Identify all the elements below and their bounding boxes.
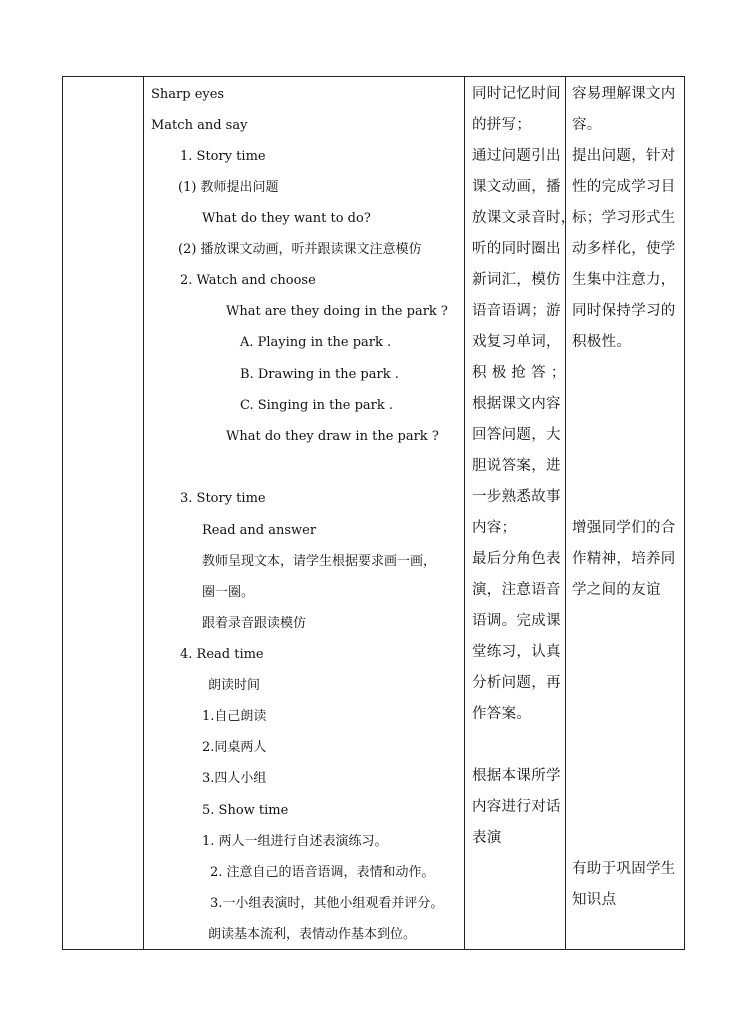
student-activity-line: 一步熟悉故事 bbox=[472, 489, 561, 505]
procedure-line: What do they want to do? bbox=[202, 211, 371, 226]
student-activity-line: 回答问题，大 bbox=[472, 427, 561, 443]
procedure-line: 3.一小组表演时，其他小组观看并评分。 bbox=[210, 896, 444, 911]
student-activity-line: 同时记忆时间 bbox=[472, 86, 561, 102]
stage-column-cell bbox=[63, 77, 144, 950]
student-activity-line: 根据课文内容 bbox=[472, 396, 561, 412]
student-activity-line: 语音语调；游 bbox=[472, 303, 561, 319]
student-activity-line: 内容进行对话 bbox=[472, 799, 561, 815]
procedure-line: A. Playing in the park . bbox=[240, 335, 392, 350]
student-activity-line: 语调。完成课 bbox=[472, 613, 561, 629]
procedure-line: 圈一圈。 bbox=[202, 585, 255, 600]
procedure-line: What do they draw in the park ? bbox=[226, 429, 439, 444]
procedure-line: Sharp eyes bbox=[151, 87, 225, 102]
procedure-line: 1. Story time bbox=[180, 149, 266, 164]
student-activity-line: 通过问题引出 bbox=[472, 148, 561, 164]
procedure-line: 5. Show time bbox=[202, 803, 289, 818]
design-intent-line: 生集中注意力， bbox=[572, 272, 676, 288]
teaching-procedure-cell bbox=[144, 77, 465, 950]
design-intent-line: 容。 bbox=[572, 117, 602, 133]
design-intent-line: 容易理解课文内 bbox=[572, 86, 676, 102]
student-activity-line: 胆说答案，进 bbox=[472, 458, 561, 474]
student-activity-line: 新词汇，模仿 bbox=[472, 272, 561, 288]
student-activity-line: 分析问题，再 bbox=[472, 675, 561, 691]
student-activity-line: 听的同时圈出 bbox=[472, 241, 561, 257]
procedure-line: 3. Story time bbox=[180, 491, 266, 506]
procedure-line: 3.四人小组 bbox=[202, 771, 267, 786]
design-intent-line: 增强同学们的合 bbox=[572, 520, 676, 536]
design-intent-line: 动多样化，使学 bbox=[572, 241, 676, 257]
teaching-procedure-text bbox=[144, 77, 464, 949]
lesson-plan-table bbox=[62, 76, 685, 950]
student-activity-line: 课文动画，播 bbox=[472, 179, 561, 195]
student-activity-line: 根据本课所学 bbox=[472, 768, 561, 784]
student-activity-line: 堂练习，认真 bbox=[472, 644, 561, 660]
procedure-line: 教师呈现文本，请学生根据要求画一画， bbox=[202, 554, 437, 569]
procedure-line: 跟着录音跟读模仿 bbox=[202, 616, 307, 631]
design-intent-line: 同时保持学习的 bbox=[572, 303, 676, 319]
design-intent-line: 作精神，培养同 bbox=[572, 551, 676, 567]
student-activity-text bbox=[465, 77, 576, 949]
student-activity-line: 放课文录音时， bbox=[472, 210, 576, 226]
design-intent-cell bbox=[566, 77, 685, 950]
design-intent-line: 有助于巩固学生 bbox=[572, 861, 676, 877]
student-activity-line: 演，注意语音 bbox=[472, 582, 561, 598]
procedure-line: 4. Read time bbox=[180, 647, 264, 662]
student-activity-line: 表演 bbox=[472, 830, 502, 846]
design-intent-text bbox=[566, 77, 684, 949]
student-activity-line: 内容； bbox=[472, 520, 517, 536]
student-activity-line: 积 极 抢 答 ； bbox=[472, 365, 566, 381]
design-intent-line: 标；学习形式生 bbox=[572, 210, 676, 226]
procedure-line: 2. Watch and choose bbox=[180, 273, 316, 288]
procedure-line: 朗读时间 bbox=[208, 678, 261, 693]
procedure-line: B. Drawing in the park . bbox=[240, 367, 399, 382]
procedure-line: 2. 注意自己的语音语调，表情和动作。 bbox=[210, 865, 435, 880]
procedure-line: 朗读基本流利，表情动作基本到位。 bbox=[208, 927, 417, 942]
design-intent-line: 提出问题，针对 bbox=[572, 148, 676, 164]
procedure-line: (1) 教师提出问题 bbox=[178, 180, 279, 195]
design-intent-line: 学之间的友谊 bbox=[572, 582, 661, 598]
design-intent-line: 性的完成学习目 bbox=[572, 179, 676, 195]
design-intent-line: 知识点 bbox=[572, 892, 617, 908]
procedure-line: What are they doing in the park ? bbox=[226, 304, 448, 319]
student-activity-cell bbox=[465, 77, 576, 950]
procedure-line: 1. 两人一组进行自述表演练习。 bbox=[202, 834, 388, 849]
procedure-line: 2.同桌两人 bbox=[202, 740, 267, 755]
procedure-line: C. Singing in the park . bbox=[240, 398, 394, 413]
procedure-line: Match and say bbox=[151, 118, 248, 133]
student-activity-line: 的拼写； bbox=[472, 117, 532, 133]
procedure-line: (2) 播放课文动画，听并跟读课文注意模仿 bbox=[178, 242, 422, 257]
student-activity-line: 戏复习单词， bbox=[472, 334, 561, 350]
procedure-line: 1.自己朗读 bbox=[202, 709, 267, 724]
student-activity-line: 最后分角色表 bbox=[472, 551, 561, 567]
design-intent-line: 积极性。 bbox=[572, 334, 632, 350]
table-row bbox=[63, 77, 685, 950]
procedure-line: Read and answer bbox=[202, 523, 317, 538]
student-activity-line: 作答案。 bbox=[472, 706, 532, 722]
